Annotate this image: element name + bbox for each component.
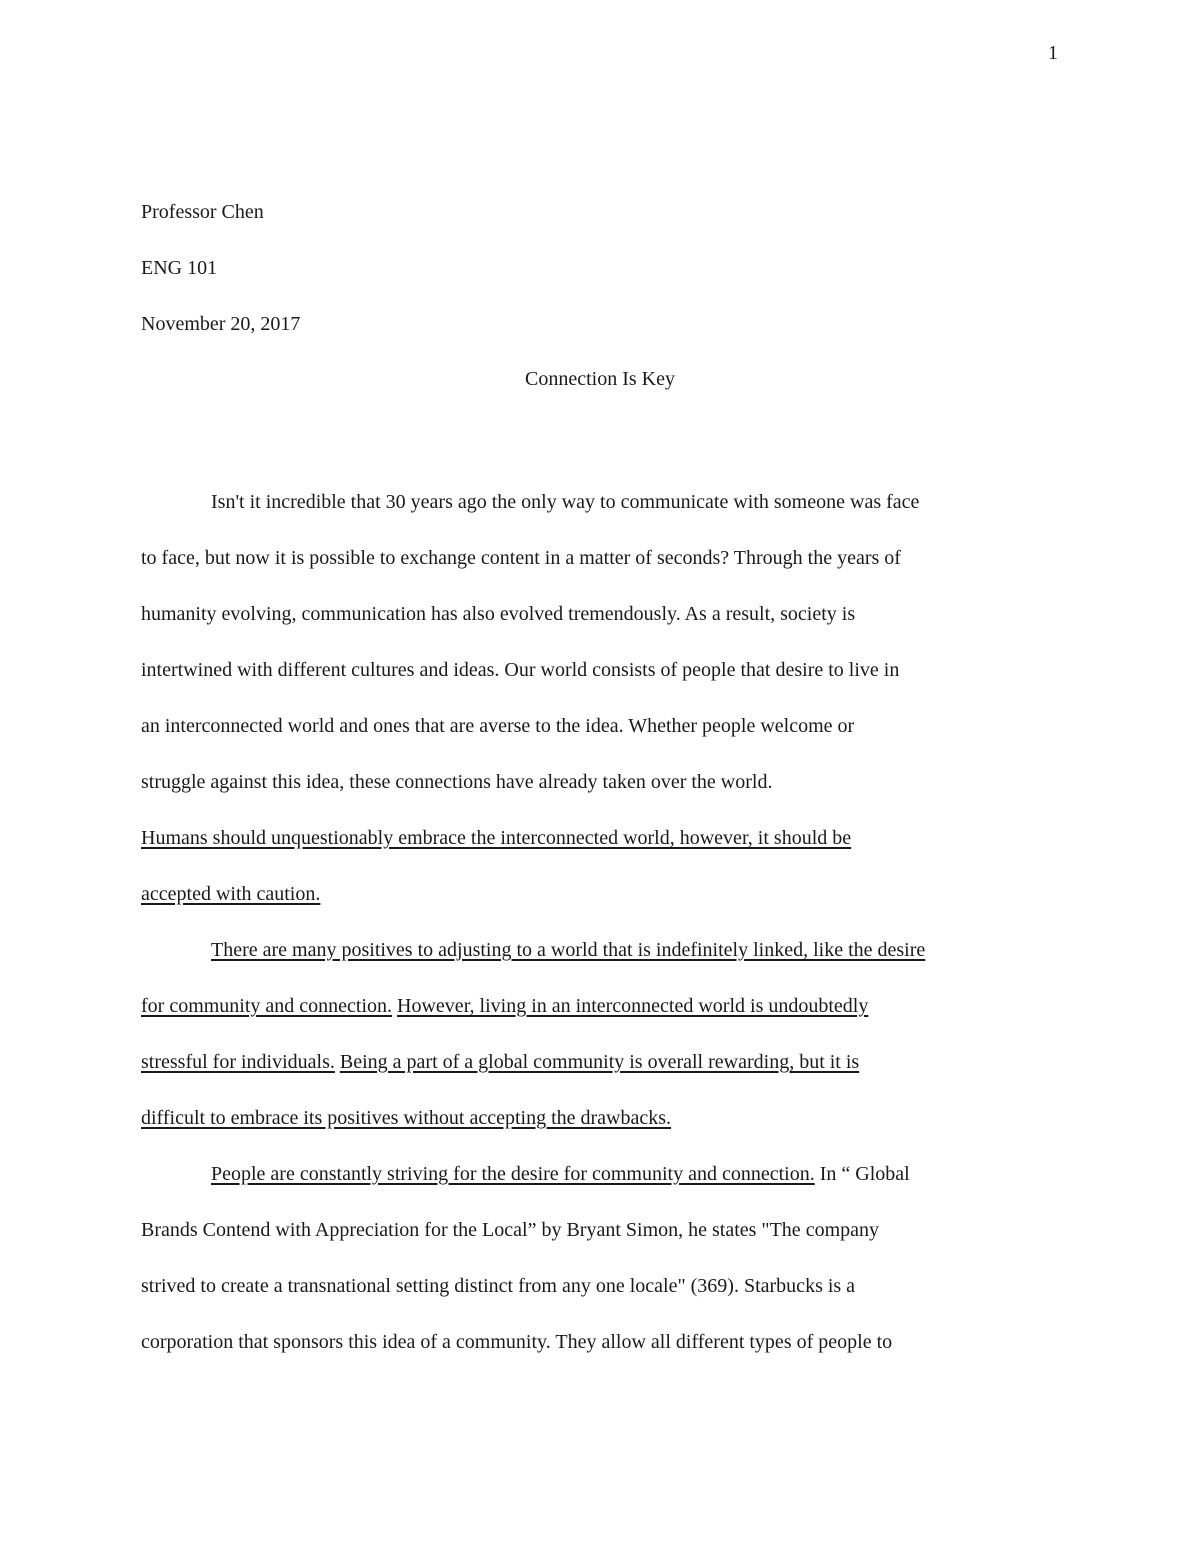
underlined-segment: stressful for individuals. [141, 1051, 335, 1073]
text-segment: humanity evolving, communication has also evolved tremendously. As a result, society is [141, 603, 856, 625]
text-line [141, 544, 1059, 600]
document-header [141, 198, 1061, 366]
text-line [141, 1048, 1059, 1104]
essay-title: Connection Is Key [525, 368, 675, 390]
underlined-segment: Being a part of a global community is overall rewarding, but it is [339, 1051, 860, 1073]
underlined-segment: People are constantly striving for the desire for community and connection. [211, 1163, 815, 1185]
text-segment: an interconnected world and ones that are averse to the idea. Whether people welcome or [141, 715, 855, 737]
text-segment: intertwined with different cultures and ideas. Our world consists of people that desire to live in [141, 659, 900, 681]
text-line [141, 1160, 1059, 1216]
text-segment: Isn't it incredible that 30 years ago the only way to communicate with someone was face [211, 491, 920, 513]
text-line [141, 768, 1059, 824]
text-segment: In “ Global [814, 1163, 910, 1185]
text-segment: corporation that sponsors this idea of a community. They allow all different types of people to [141, 1331, 893, 1353]
thesis-segment: Humans should unquestionably embrace the interconnected world, however, it should be [141, 827, 852, 849]
text-segment: to face, but now it is possible to exchange content in a matter of seconds? Through the years of [141, 547, 901, 569]
thesis-segment: accepted with caution. [141, 883, 321, 905]
text-line [141, 600, 1059, 656]
text-line [141, 488, 1059, 544]
page-number: 1 [1048, 42, 1058, 64]
text-line [141, 1328, 1059, 1384]
text-line [141, 712, 1059, 768]
underlined-segment: However, living in an interconnected world is undoubtedly [397, 995, 869, 1017]
instructor-name: Professor Chen [141, 201, 264, 223]
document-date: November 20, 2017 [141, 313, 301, 335]
course-name: ENG 101 [141, 257, 218, 279]
text-line [141, 1272, 1059, 1328]
text-segment: Brands Contend with Appreciation for the Local” by Bryant Simon, he states "The company [141, 1219, 879, 1241]
underlined-segment: for community and connection. [141, 995, 393, 1017]
thesis-line [141, 880, 1059, 936]
underlined-segment: There are many positives to adjusting to a world that is indefinitely linked, like the desire [211, 939, 926, 961]
text-line [141, 1104, 1059, 1160]
essay-body [141, 488, 1059, 1384]
text-line [141, 656, 1059, 712]
underlined-segment: difficult to embrace its positives without accepting the drawbacks. [141, 1107, 672, 1129]
thesis-line [141, 824, 1059, 880]
text-segment: struggle against this idea, these connections have already taken over the world. [141, 771, 773, 793]
text-line [141, 992, 1059, 1048]
text-line [141, 1216, 1059, 1272]
text-line [141, 936, 1059, 992]
text-segment: strived to create a transnational setting distinct from any one locale" (369). Starbucks is a [141, 1275, 856, 1297]
